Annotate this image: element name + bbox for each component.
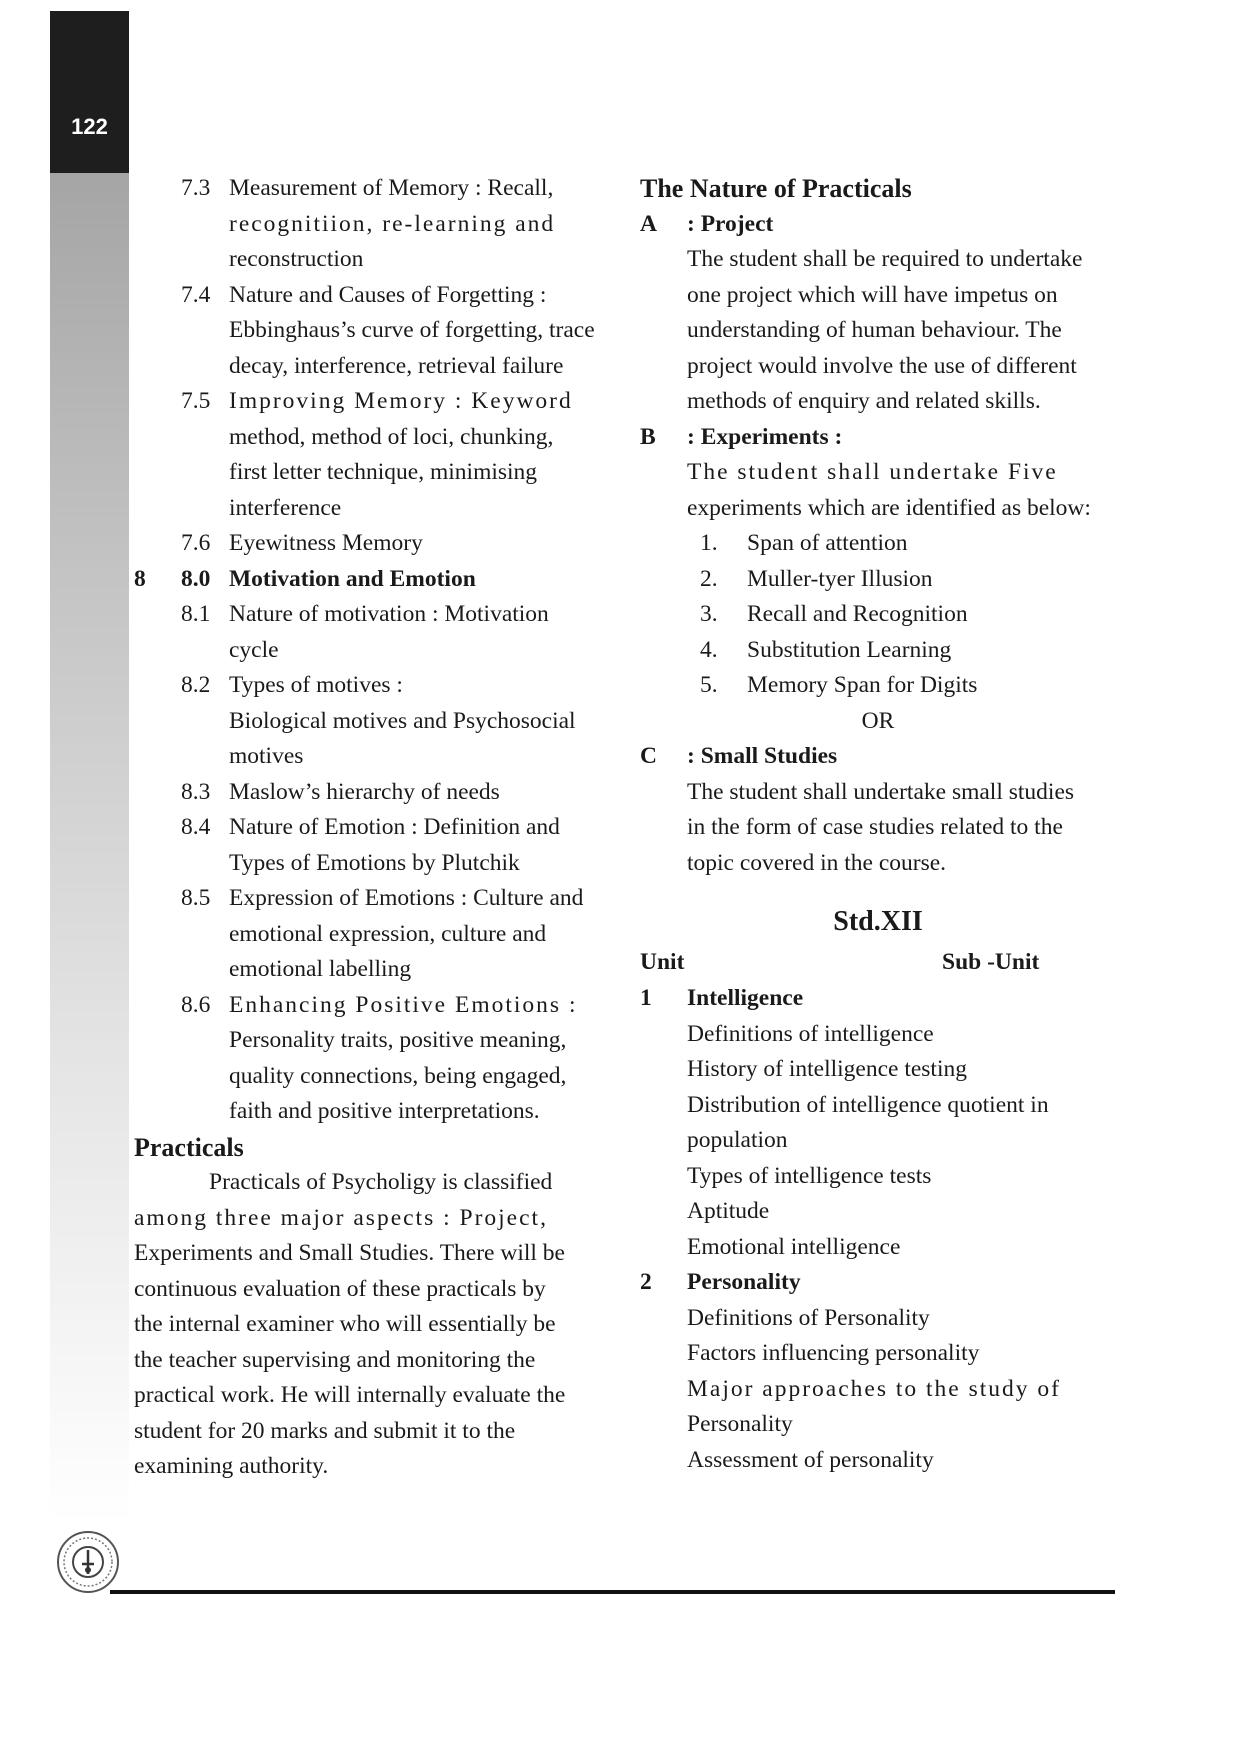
subunit-number: 8.3 <box>181 778 211 805</box>
section-key: B <box>640 423 656 450</box>
subunit-7-6 <box>134 526 610 562</box>
section-a-text <box>640 242 1116 420</box>
subunit-line: Types of Emotions by Plutchik <box>229 849 520 876</box>
paragraph-line: The student shall be required to undertake <box>687 246 1083 272</box>
subunit-line: Personality traits, positive meaning, <box>229 1027 567 1053</box>
list-item: Major approaches to the study of <box>687 1375 1061 1402</box>
experiment-item <box>640 597 1116 633</box>
section-c-text <box>640 775 1116 882</box>
subunit-number: 8.6 <box>181 991 211 1018</box>
section-c-heading <box>640 739 1116 775</box>
experiment-number: 1. <box>700 530 718 556</box>
paragraph-line: The student shall undertake small studies <box>687 778 1075 805</box>
paragraph-line: continuous evaluation of these practicals by <box>134 1275 546 1302</box>
experiment-title: Substitution Learning <box>747 636 952 663</box>
list-item: Personality <box>687 1411 793 1437</box>
subunit-line: Expression of Emotions : Culture and <box>229 885 584 911</box>
subunit-number: 7.6 <box>181 530 211 556</box>
subunit-line: Maslow’s hierarchy of needs <box>229 778 500 805</box>
experiment-item <box>640 526 1116 562</box>
subunit-line: Improving Memory : Keyword <box>229 388 573 414</box>
paragraph-line: practical work. He will internally evaluate the <box>134 1382 566 1408</box>
section-title: : Project <box>687 210 774 237</box>
unit-title: Intelligence <box>687 985 804 1011</box>
section-b-text <box>640 455 1116 526</box>
subunit-8-2 <box>134 668 610 775</box>
experiment-item <box>640 668 1116 704</box>
subunit-7-3 <box>134 171 610 278</box>
subunit-line: Measurement of Memory : Recall, <box>229 175 554 201</box>
paragraph-line: Practicals of Psycholigy is classified <box>209 1169 553 1195</box>
experiment-title: Memory Span for Digits <box>747 672 978 698</box>
paragraph-line: topic covered in the course. <box>687 849 947 876</box>
list-item: Assessment of personality <box>687 1446 934 1473</box>
paragraph-line: methods of enquiry and related skills. <box>687 388 1041 414</box>
list-item: History of intelligence testing <box>687 1056 967 1082</box>
paragraph-line: Experiments and Small Studies. There will be <box>134 1240 565 1266</box>
list-item: population <box>687 1127 788 1153</box>
subunit-line: quality connections, being engaged, <box>229 1062 567 1089</box>
practicals-paragraph <box>134 1165 610 1485</box>
list-item: Types of intelligence tests <box>687 1162 932 1189</box>
paragraph-line: one project which will have impetus on <box>687 281 1058 308</box>
subunit-number: 8.2 <box>181 672 211 698</box>
experiment-item <box>640 562 1116 598</box>
unit-table-header <box>640 945 1116 981</box>
subunit-line: Nature and Causes of Forgetting : <box>229 281 547 308</box>
subunit-line: Biological motives and Psychosocial <box>229 707 576 734</box>
unit-column-label: Unit <box>640 949 685 975</box>
unit-8-heading <box>134 562 610 598</box>
subunit-8-1 <box>134 597 610 668</box>
page-tab <box>50 11 129 173</box>
subunit-number: 8.1 <box>181 601 211 627</box>
subunit-8-3 <box>134 775 610 811</box>
subunit-7-5 <box>134 384 610 526</box>
list-item: Aptitude <box>687 1198 770 1224</box>
practicals-heading: Practicals <box>134 1132 244 1162</box>
section-key: A <box>640 210 657 237</box>
paragraph-line: understanding of human behaviour. The <box>687 317 1062 343</box>
subunit-number: 7.3 <box>181 175 211 201</box>
subunit-line: emotional expression, culture and <box>229 920 547 947</box>
experiment-title: Span of attention <box>747 530 908 556</box>
unit-title: Motivation and Emotion <box>229 565 476 592</box>
section-key: C <box>640 743 657 769</box>
subunit-number: 7.5 <box>181 388 211 414</box>
bottom-rule <box>110 1590 1115 1594</box>
subunit-line: faith and positive interpretations. <box>229 1098 540 1124</box>
subunit-number: 8.5 <box>181 885 211 911</box>
experiment-item <box>640 633 1116 669</box>
subunit-8-6 <box>134 988 610 1130</box>
experiment-number: 4. <box>700 636 718 663</box>
subunit-line: method, method of loci, chunking, <box>229 423 554 450</box>
subunit-line: Nature of motivation : Motivation <box>229 601 549 627</box>
list-item: Definitions of Personality <box>687 1304 930 1331</box>
or-separator: OR <box>861 707 895 734</box>
subunit-line: Enhancing Positive Emotions : <box>229 991 578 1018</box>
unit-1-heading <box>640 981 1116 1017</box>
page-number: 122 <box>71 114 108 139</box>
subunit-number: 7.4 <box>181 281 211 308</box>
subunit-line: emotional labelling <box>229 956 412 982</box>
list-item: Factors influencing personality <box>687 1340 980 1366</box>
unit-number: 2 <box>640 1269 652 1295</box>
experiment-number: 2. <box>700 565 718 592</box>
subunit-number: 8.4 <box>181 814 211 840</box>
subunit-line: reconstruction <box>229 246 364 272</box>
subunit-line: Nature of Emotion : Definition and <box>229 814 560 840</box>
subunit-line: decay, interference, retrieval failure <box>229 352 564 379</box>
paragraph-line: examining authority. <box>134 1453 329 1479</box>
paragraph-line: project would involve the use of different <box>687 352 1077 379</box>
unit-number: 1 <box>640 985 652 1011</box>
unit-title: Personality <box>687 1269 801 1295</box>
experiment-number: 5. <box>700 672 718 698</box>
section-b-heading <box>640 420 1116 456</box>
list-item: Definitions of intelligence <box>687 1020 934 1047</box>
unit-number: 8 <box>134 565 146 592</box>
section-title: : Experiments : <box>687 423 843 450</box>
left-column <box>134 171 610 1485</box>
list-item: Emotional intelligence <box>687 1233 901 1260</box>
subunit-line: interference <box>229 494 342 521</box>
subunit-line: recognitiion, re-learning and <box>229 210 556 237</box>
side-gradient-bar <box>50 173 129 1523</box>
subunit-line: Types of motives : <box>229 672 403 698</box>
list-item: Distribution of intelligence quotient in <box>687 1091 1049 1118</box>
subunit-8-5 <box>134 881 610 988</box>
section-a-heading <box>640 207 1116 243</box>
subunit-column-label: Sub -Unit <box>942 949 1040 975</box>
paragraph-line: experiments which are identified as below: <box>687 494 1091 521</box>
unit-2-heading <box>640 1265 1116 1301</box>
experiment-number: 3. <box>700 601 718 627</box>
std-xii-heading: Std.XII <box>833 906 923 937</box>
section-title: : Small Studies <box>687 743 838 769</box>
subunit-line: cycle <box>229 636 279 663</box>
right-column <box>640 171 1116 1478</box>
subunit-line: first letter technique, minimising <box>229 459 538 485</box>
paragraph-line: among three major aspects : Project, <box>134 1204 548 1231</box>
paragraph-line: in the form of case studies related to the <box>687 814 1063 840</box>
subunit-line: Eyewitness Memory <box>229 530 423 556</box>
nature-of-practicals-heading: The Nature of Practicals <box>640 174 912 203</box>
emblem-seal-icon <box>56 1530 120 1594</box>
subunit-8-4 <box>134 810 610 881</box>
subunit-number: 8.0 <box>181 565 211 592</box>
subunit-line: motives <box>229 743 304 769</box>
paragraph-line: The student shall undertake Five <box>687 459 1058 485</box>
experiment-title: Muller-tyer Illusion <box>747 565 933 592</box>
subunit-line: Ebbinghaus’s curve of forgetting, trace <box>229 317 595 343</box>
subunit-7-4 <box>134 278 610 385</box>
paragraph-line: the teacher supervising and monitoring the <box>134 1346 536 1373</box>
experiment-title: Recall and Recognition <box>747 601 968 627</box>
paragraph-line: the internal examiner who will essentially be <box>134 1311 556 1337</box>
paragraph-line: student for 20 marks and submit it to the <box>134 1417 516 1444</box>
